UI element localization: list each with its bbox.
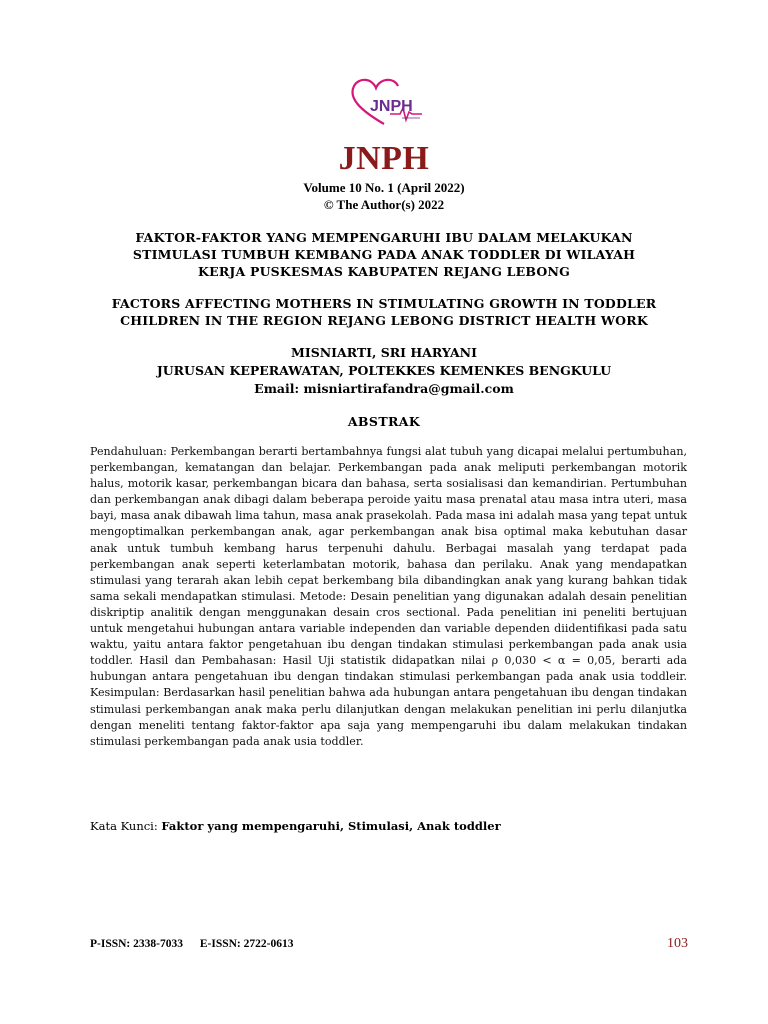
article-title-indonesian bbox=[60, 229, 708, 280]
author-email: Email: misniartirafandra@gmail.com bbox=[254, 381, 514, 396]
footer-issn bbox=[90, 938, 307, 950]
affiliation: JURUSAN KEPERAWATAN, POLTEKKES KEMENKES BENGKULU bbox=[156, 363, 612, 378]
page-number: 103 bbox=[667, 936, 688, 951]
title-en-line: FACTORS AFFECTING MOTHERS IN STIMULATING GROWTH IN TODDLER bbox=[111, 296, 657, 311]
journal-title: JNPH bbox=[338, 140, 430, 177]
article-title-english bbox=[60, 295, 708, 329]
authors: MISNIARTI, SRI HARYANI bbox=[291, 345, 477, 360]
volume-info: Volume 10 No. 1 (April 2022) bbox=[303, 180, 465, 195]
keywords-label: Kata Kunci: bbox=[90, 819, 158, 833]
keywords bbox=[90, 819, 687, 833]
e-issn: E-ISSN: 2722-0613 bbox=[199, 938, 294, 950]
p-issn: P-ISSN: 2338-7033 bbox=[90, 938, 183, 950]
title-id-line: FAKTOR-FAKTOR YANG MEMPENGARUHI IBU DALAM MELAKUKAN bbox=[135, 230, 633, 245]
copyright-line: © The Author(s) 2022 bbox=[323, 197, 445, 212]
logo-text: JNPH bbox=[370, 98, 413, 115]
journal-logo bbox=[340, 74, 428, 130]
abstract-heading: ABSTRAK bbox=[347, 414, 421, 429]
title-en-line: CHILDREN IN THE REGION REJANG LEBONG DISTRICT HEALTH WORK bbox=[120, 313, 648, 328]
title-id-line: KERJA PUSKESMAS KABUPATEN REJANG LEBONG bbox=[198, 264, 570, 279]
title-id-line: STIMULASI TUMBUH KEMBANG PADA ANAK TODDLER DI WILAYAH bbox=[132, 247, 636, 262]
abstract-body: Pendahuluan: Perkembangan berarti bertambahnya fungsi alat tubuh yang dicapai melalui pertumbuhan, perkembangan, kematangan dan belajar. Perkembangan pada anak meliputi perkembangan motorik halus, motorik kasar, perkembangan bicara dan bahasa, serta sosialisasi dan kemandirian. Pertumbuhan dan perkembangan anak dibagi dalam beberapa peroide yaitu masa prenatal atau masa intra uteri, masa bayi, masa anak dibawah lima tahun, masa anak prasekolah. Pada masa ini adalah masa yang tepat untuk mengoptimalkan perkembangan anak, agar perkembangan anak bisa optimal maka kebutuhan dasar anak untuk tumbuh kembang harus terpenuhi dahulu. Berbagai masalah yang terdapat pada perkembangan anak seperti keterlambatan motorik, bahasa dan perilaku. Anak yang mendapatkan stimulasi yang terarah akan lebih cepat berkembang bila dibandingkan anak yang kurang bahkan tidak sama sekali mendapatkan stimulasi. Metode: Desain penelitian yang digunakan adalah desain penelitian diskriptip analitik dengan menggunakan desain cros sectional. Pada penelitian ini peneliti bertujuan untuk mengetahui hubungan antara variable independen dan variable dependen diidentifikasi pada satu waktu, yaitu antara faktor pengetahuan ibu dengan tindakan stimulasi perkembangan pada anak usia toddler. Hasil dan Pembahasan: Hasil Uji statistik didapatkan nilai ρ 0,030 < α = 0,05, berarti ada hubungan antara pengetahuan ibu dengan tindakan stimulasi perkembangan pada anak usia toddleir. Kesimpulan: Berdasarkan hasil penelitian bahwa ada hubungan antara pengetahuan ibu dengan tindakan stimulasi perkembangan anak maka perlu dilanjutkan dengan melakukan penelitian ini perlu dilanjutka dengan meneliti tentang faktor-faktor apa saja yang mempengaruhi ibu dalam melakukan tindakan stimulasi perkembangan pada anak usia toddler. bbox=[90, 445, 687, 748]
keywords-value: Faktor yang mempengaruhi, Stimulasi, Anak toddler bbox=[161, 819, 501, 833]
jnph-logo-icon bbox=[340, 74, 428, 130]
